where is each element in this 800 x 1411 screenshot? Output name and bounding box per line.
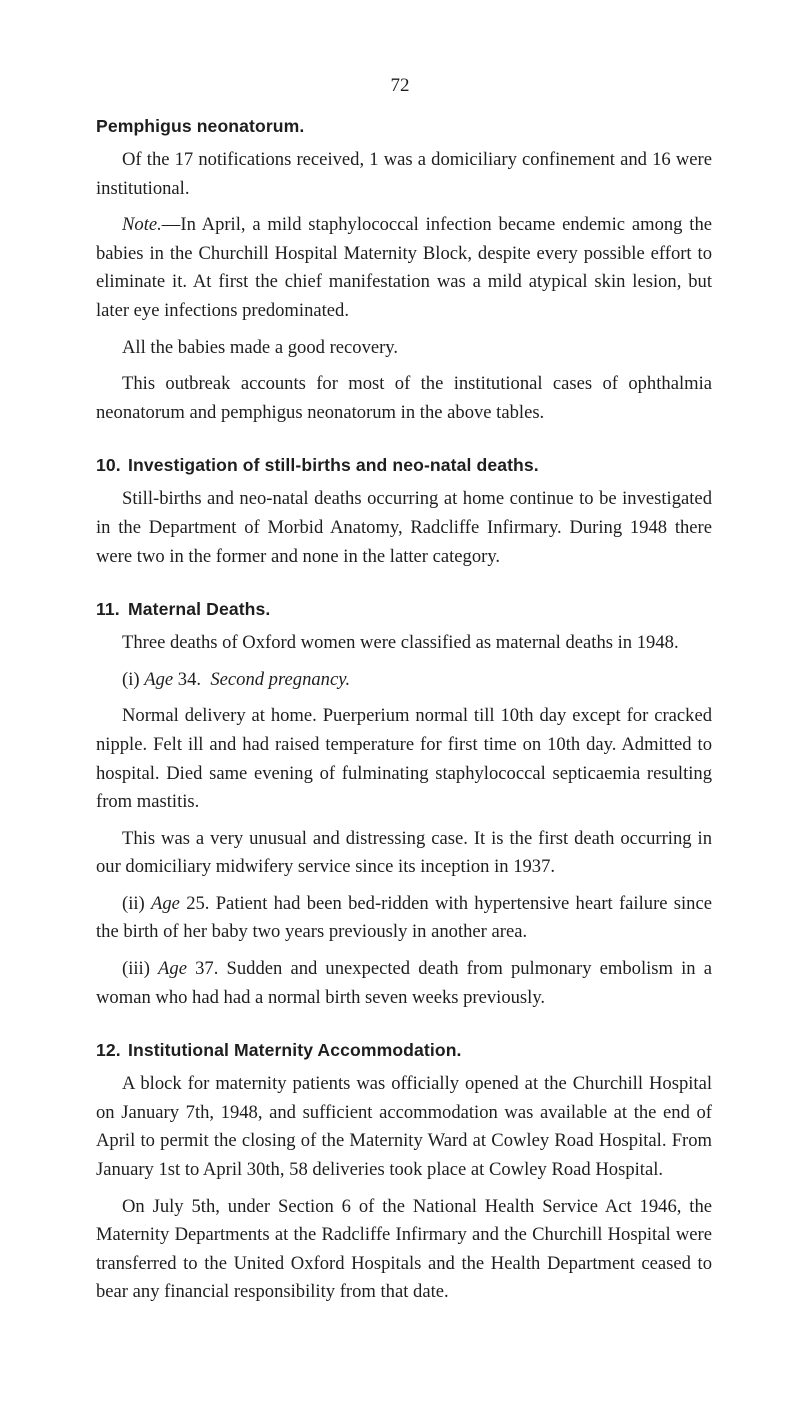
- pemphigus-notifications-paragraph: Of the 17 notifications received, 1 was a domiciliary confinement and 16 were institutional.: [96, 149, 712, 199]
- page-number: 72: [390, 75, 410, 96]
- case-1-label: (i): [122, 668, 140, 690]
- case-2-paragraph: [96, 890, 712, 947]
- case-1-comment-paragraph: This was a very unusual and distressing case. It is the first death occurring in our domiciliary midwifery service since its inception in 1937.: [96, 827, 712, 878]
- case-3-text: 37. Sudden and unexpected death from pulmonary embolism in a woman who had had a normal birth seven weeks previously.: [96, 958, 713, 1008]
- case-3-label: (iii): [122, 958, 150, 980]
- section-12-number: 12.: [96, 1040, 121, 1061]
- pemphigus-recovery-paragraph: All the babies made a good recovery.: [122, 336, 399, 358]
- case-1-details-paragraph: Normal delivery at home. Puerperium normal till 10th day except for cracked nipple. Felt ill and had raised temperature for first time on 10th day. Admitted to hospital. Died same evening of fulminating staphylococcal septicaemia resulting from mastitis.: [96, 705, 712, 813]
- section-11-number: 11.: [96, 599, 120, 620]
- section-11-title: Maternal Deaths.: [128, 599, 271, 620]
- case-2-label: (ii): [122, 892, 145, 914]
- case-1-header: [96, 666, 712, 695]
- note-text: —In April, a mild staphylococcal infection became endemic among the babies in the Churchill Hospital Maternity Block, despite every possible effort to eliminate it. At first the chief manifestation was a mild atypical skin lesion, but later eye infections predominated.: [96, 214, 712, 321]
- case-2-text: 25. Patient had been bed-ridden with hypertensive heart failure since the birth of her baby two years previously in another area.: [96, 892, 712, 943]
- case-1-pregnancy: Second pregnancy.: [210, 668, 351, 690]
- section-10-heading: [96, 451, 712, 479]
- section-11-intro-paragraph: Three deaths of Oxford women were classified as maternal deaths in 1948.: [122, 632, 679, 654]
- case-3-age-label: Age: [158, 958, 187, 980]
- case-2-age-label: Age: [151, 892, 180, 914]
- section-12-paragraph-2: On July 5th, under Section 6 of the National Health Service Act 1946, the Maternity Departments at the Radcliffe Infirmary and the Churchill Hospital were transferred to the United Oxford Hospitals and the Health Department ceased to bear any financial responsibility from that date.: [96, 1195, 712, 1303]
- pemphigus-note-paragraph: [96, 211, 712, 325]
- note-label: Note.: [122, 214, 162, 236]
- section-12-heading: [96, 1036, 712, 1064]
- section-10-number: 10.: [96, 455, 121, 476]
- case-3-paragraph: [96, 955, 712, 1012]
- case-1-age-label: Age: [144, 668, 174, 690]
- section-11-heading: [96, 595, 712, 623]
- section-10-title: Investigation of still-births and neo-natal deaths.: [128, 455, 539, 476]
- section-12-paragraph-1: A block for maternity patients was officially opened at the Churchill Hospital on January 7th, 1948, and sufficient accommodation was available at the end of April to permit the closing of the Maternity Ward at Cowley Road Hospital. From January 1st to April 30th, 58 deliveries took place at Cowley Road Hospital.: [96, 1073, 712, 1181]
- page-content: [96, 112, 712, 1307]
- section-12-title: Institutional Maternity Accommodation.: [128, 1040, 462, 1061]
- pemphigus-outbreak-paragraph: This outbreak accounts for most of the institutional cases of ophthalmia neonatorum and pemphigus neonatorum in the above tables.: [96, 373, 712, 423]
- case-1-age-value: 34.: [177, 668, 202, 690]
- pemphigus-heading: Pemphigus neonatorum.: [96, 116, 305, 136]
- section-10-paragraph: Still-births and neo-natal deaths occurring at home continue to be investigated in the Department of Morbid Anatomy, Radcliffe Infirmary. During 1948 there were two in the former and none in the latter category.: [96, 488, 712, 567]
